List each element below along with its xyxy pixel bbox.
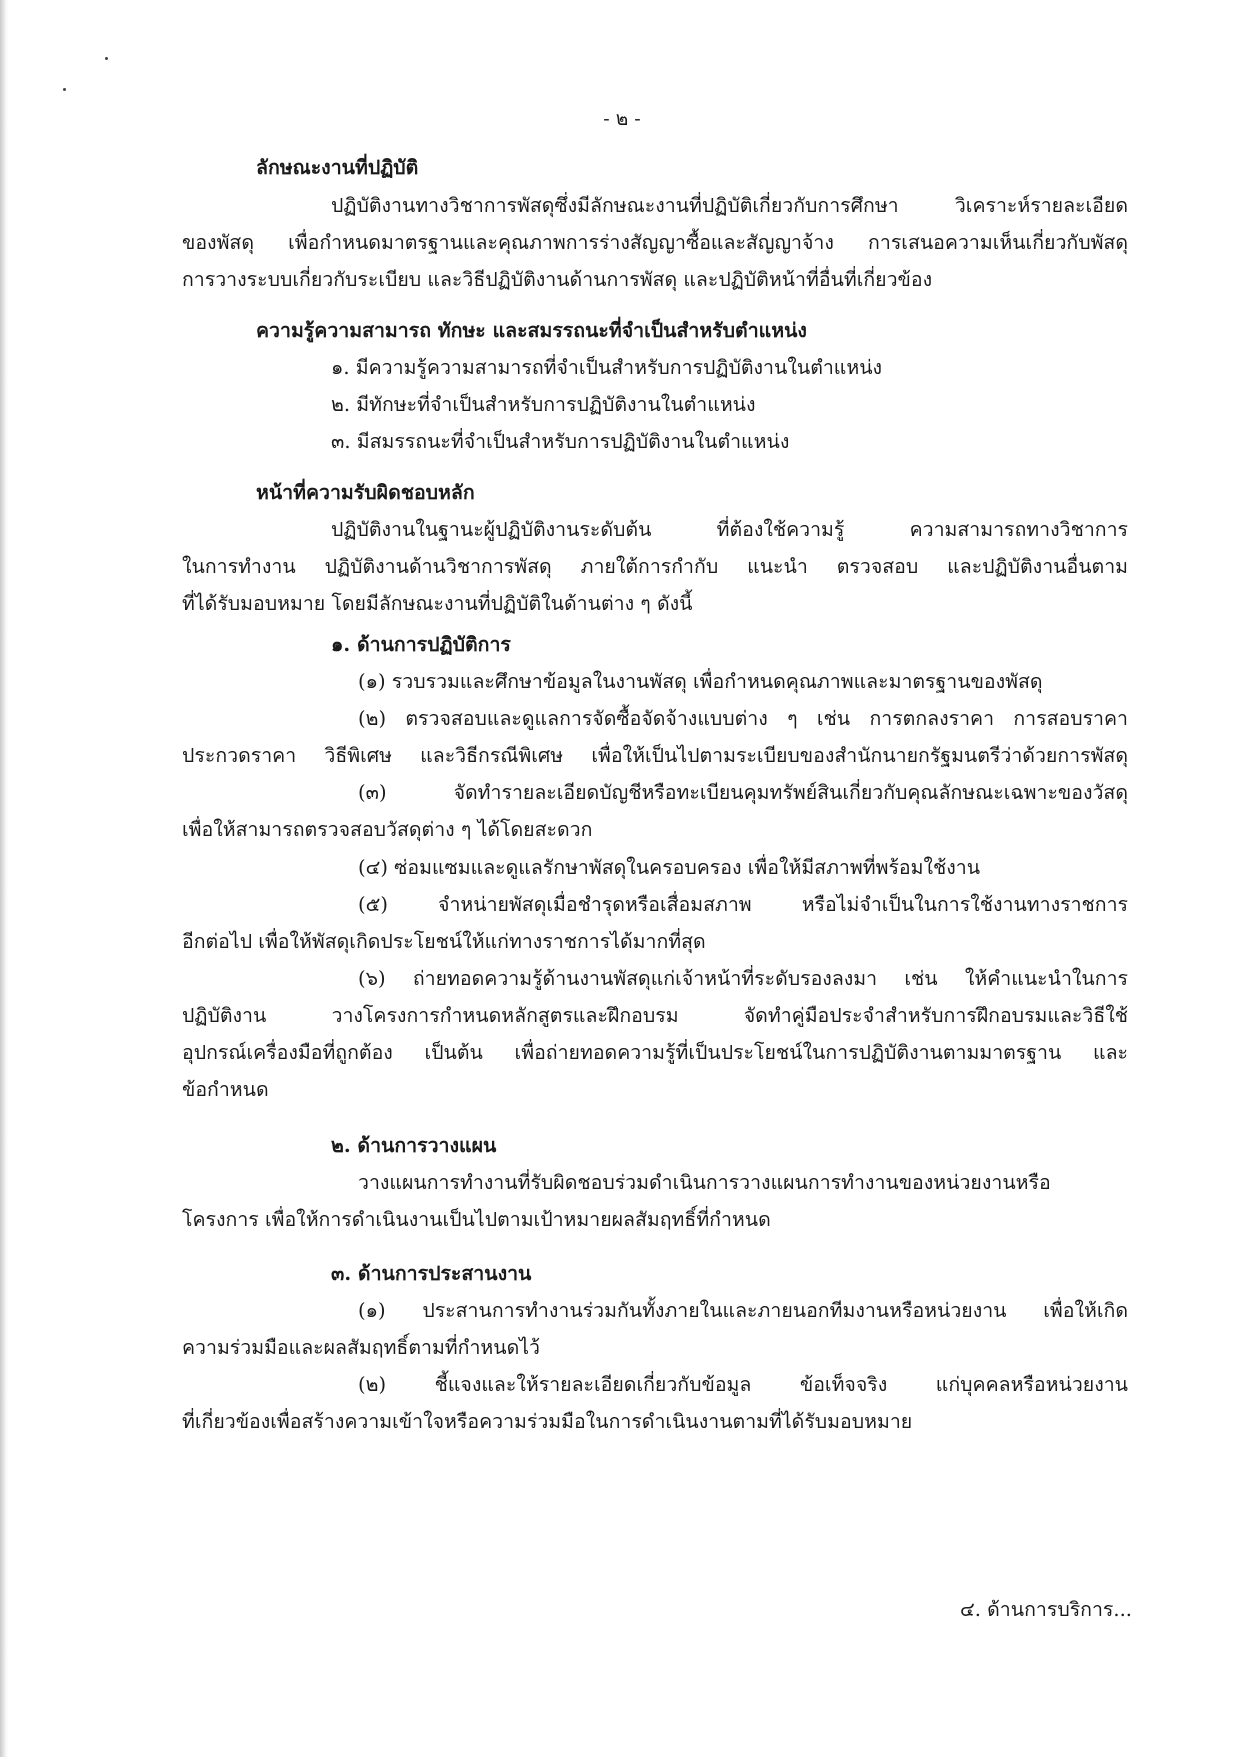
paragraph-line: (๕) จำหน่ายพัสดุเมื่อชำรุดหรือเสื่อมสภาพ หรือไม่จำเป็นในการใช้งานทางราชการ [358, 893, 1128, 916]
paragraph-line: ของพัสดุ เพื่อกำหนดมาตรฐานและคุณภาพการร่างสัญญาซื้อและสัญญาจ้าง การเสนอความเห็นเกี่ยวกับพัสดุ [182, 231, 1128, 254]
paragraph-line: การวางระบบเกี่ยวกับระเบียบ และวิธีปฏิบัติงานด้านการพัสดุ และปฏิบัติหน้าที่อื่นที่เกี่ยวข้อง [182, 268, 933, 291]
paragraph-line: (๒) ตรวจสอบและดูแลการจัดซื้อจัดจ้างแบบต่าง ๆ เช่น การตกลงราคา การสอบราคา [358, 707, 1128, 730]
page-number: - ๒ - [603, 108, 641, 130]
paragraph-line: ปฏิบัติงานในฐานะผู้ปฏิบัติงานระดับต้น ที่ต้องใช้ความรู้ ความสามารถทางวิชาการ [331, 518, 1128, 541]
list-item: ๒. มีทักษะที่จำเป็นสำหรับการปฏิบัติงานในตำแหน่ง [331, 393, 756, 416]
paragraph-line: (๖) ถ่ายทอดความรู้ด้านงานพัสดุแก่เจ้าหน้าที่ระดับรองลงมา เช่น ให้คำแนะนำในการ [358, 967, 1128, 990]
next-page-continuation: ๔. ด้านการบริการ... [959, 1598, 1132, 1621]
paragraph-line: ที่ได้รับมอบหมาย โดยมีลักษณะงานที่ปฏิบัติในด้านต่าง ๆ ดังนี้ [182, 592, 693, 615]
paragraph-line: ประกวดราคา วิธีพิเศษ และวิธีกรณีพิเศษ เพื่อให้เป็นไปตามระเบียบของสำนักนายกรัฐมนตรีว่าด้วยการพัสดุ [182, 744, 1128, 767]
section-heading-competency: ความรู้ความสามารถ ทักษะ และสมรรถนะที่จำเป็นสำหรับตำแหน่ง [256, 319, 807, 342]
paragraph-line: เพื่อให้สามารถตรวจสอบวัสดุต่าง ๆ ได้โดยสะดวก [182, 818, 593, 841]
paragraph-line: (๒) ชี้แจงและให้รายละเอียดเกี่ยวกับข้อมูล ข้อเท็จจริง แก่บุคคลหรือหน่วยงาน [358, 1373, 1128, 1396]
subsection-heading-planning: ๒. ด้านการวางแผน [331, 1134, 497, 1157]
paragraph-line: ข้อกำหนด [182, 1078, 269, 1101]
subsection-heading-operations: ๑. ด้านการปฏิบัติการ [331, 633, 511, 656]
scan-speck [105, 57, 108, 60]
paragraph-line: ปฏิบัติงานทางวิชาการพัสดุซึ่งมีลักษณะงานที่ปฏิบัติเกี่ยวกับการศึกษา วิเคราะห์รายละเอียด [331, 194, 1128, 217]
section-heading-responsibilities: หน้าที่ความรับผิดชอบหลัก [256, 481, 475, 504]
paragraph-line: ในการทำงาน ปฏิบัติงานด้านวิชาการพัสดุ ภายใต้การกำกับ แนะนำ ตรวจสอบ และปฏิบัติงานอื่นตาม [182, 555, 1128, 578]
scan-speck [63, 88, 66, 91]
section-heading-job-nature: ลักษณะงานที่ปฏิบัติ [256, 156, 419, 179]
paragraph-line: ความร่วมมือและผลสัมฤทธิ์ตามที่กำหนดไว้ [182, 1336, 541, 1359]
paragraph-line: อุปกรณ์เครื่องมือที่ถูกต้อง เป็นต้น เพื่อถ่ายทอดความรู้ที่เป็นประโยชน์ในการปฏิบัติงานตามมาตรฐาน และ [182, 1041, 1128, 1064]
paragraph-line: อีกต่อไป เพื่อให้พัสดุเกิดประโยชน์ให้แก่ทางราชการได้มากที่สุด [182, 930, 706, 953]
list-item: ๓. มีสมรรถนะที่จำเป็นสำหรับการปฏิบัติงานในตำแหน่ง [331, 430, 790, 453]
scan-edge-shadow [0, 0, 8, 1757]
paragraph-line: โครงการ เพื่อให้การดำเนินงานเป็นไปตามเป้าหมายผลสัมฤทธิ์ที่กำหนด [182, 1208, 771, 1231]
paragraph-line: (๓) จัดทำรายละเอียดบัญชีหรือทะเบียนคุมทรัพย์สินเกี่ยวกับคุณลักษณะเฉพาะของวัสดุ [358, 781, 1128, 804]
paragraph-line: ปฏิบัติงาน วางโครงการกำหนดหลักสูตรและฝึกอบรม จัดทำคู่มือประจำสำหรับการฝึกอบรมและวิธีใช้ [182, 1004, 1128, 1027]
paragraph-line: วางแผนการทำงานที่รับผิดชอบร่วมดำเนินการวางแผนการทำงานของหน่วยงานหรือ [358, 1171, 1051, 1194]
list-item: ๑. มีความรู้ความสามารถที่จำเป็นสำหรับการปฏิบัติงานในตำแหน่ง [331, 356, 883, 379]
paragraph-line: (๔) ซ่อมแซมและดูแลรักษาพัสดุในครอบครอง เพื่อให้มีสภาพที่พร้อมใช้งาน [358, 856, 981, 879]
paragraph-line: (๑) ประสานการทำงานร่วมกันทั้งภายในและภายนอกทีมงานหรือหน่วยงาน เพื่อให้เกิด [358, 1299, 1128, 1322]
paragraph-line: (๑) รวบรวมและศึกษาข้อมูลในงานพัสดุ เพื่อกำหนดคุณภาพและมาตรฐานของพัสดุ [358, 670, 1043, 693]
subsection-heading-coordination: ๓. ด้านการประสานงาน [331, 1262, 532, 1285]
paragraph-line: ที่เกี่ยวข้องเพื่อสร้างความเข้าใจหรือความร่วมมือในการดำเนินงานตามที่ได้รับมอบหมาย [182, 1410, 913, 1433]
